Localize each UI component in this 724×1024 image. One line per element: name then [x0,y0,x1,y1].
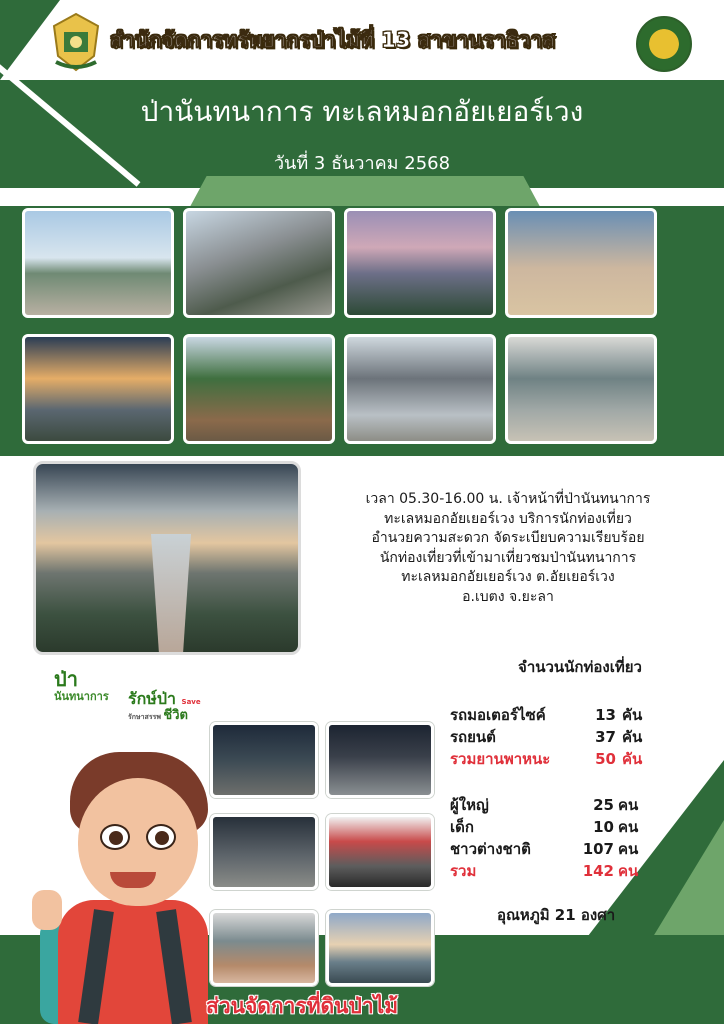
stat-unit: คน [618,862,639,880]
stat-row-visitor-total [450,860,700,882]
description-line: อำนวยความสะดวก จัดระเบียบความเรียบร้อย [371,530,645,546]
stat-value: 50 [595,750,616,768]
date-line: วันที่ 3 ธันวาคม 2568 [273,153,451,174]
photo-sea-of-mist [344,208,496,318]
stat-value: 37 [595,728,616,746]
mascot-pupil [109,831,123,845]
stat-value: 107 [582,840,614,858]
logo-save: Save [181,698,201,706]
photo-grid [0,206,724,456]
stat-unit: คน [618,818,639,836]
stat-value: 13 [595,706,616,724]
logo-life-word: ชีวิต [163,708,188,723]
photo-night-staff [210,722,318,798]
logo-word: ป่า [54,667,78,691]
activity-description [318,490,698,620]
forest-recreation-logo [54,668,122,718]
photo-turnstile-entrance [505,334,657,444]
stat-row-car [450,726,700,748]
mascot-eye [100,824,130,850]
photo-night-vehicle [326,722,434,798]
photo-skywalk-tower [22,208,174,318]
photo-staff-gate [344,334,496,444]
photo-skywalk-aerial [33,461,301,655]
description-line: อ.เบตง จ.ยะลา [462,588,554,605]
stat-label: รถยนต์ [450,728,496,746]
rak-pa-logo [128,690,220,724]
photo-skywalk-cables [505,208,657,318]
page-title: ป่านันทนาการ ทะเลหมอกอัยเยอร์เวง [140,95,584,128]
stat-value: 142 [582,862,614,880]
stat-row-vehicle-total [450,748,700,770]
stat-label: รวม [450,862,477,880]
stat-label: รวมยานพาหนะ [450,750,551,768]
description-line: ทะเลหมอกอัยเยอร์เวง ต.อัยเยอร์เวง [401,569,615,585]
description-line: นักท่องเที่ยวที่เข้ามาเที่ยวชมป่านันทนาการ [379,549,637,566]
stat-unit: คัน [622,706,643,724]
visitor-stats-title: จำนวนนักท่องเที่ยว [518,658,642,676]
agency-title: สำนักจัดการทรัพยากรป่าไม้ที่ 13 สาขานราธิวาส [110,28,556,52]
photo-stairs-forest [183,334,335,444]
photo-skywalk-morning [326,910,434,986]
photo-night-group [210,814,318,890]
footer-agency-name: ส่วนจัดการที่ดินป่าไม้ [206,994,399,1018]
stat-label: เด็ก [450,818,474,836]
photo-visitors-bridge [22,334,174,444]
logo-subword: นันทนาการ [54,690,109,703]
stat-row-child [450,816,700,838]
mascot-pupil [155,831,169,845]
stat-label: ชาวต่างชาติ [450,840,531,858]
stat-label: ผู้ใหญ่ [450,796,489,814]
stat-unit: คัน [622,750,643,768]
photo-ticket-booth [326,814,434,890]
stat-value: 25 [593,796,614,814]
skywalk-walkway [151,534,191,654]
stat-label: รถมอเตอร์ไซค์ [450,706,546,724]
stat-row-adult [450,794,700,816]
stat-row-foreigner [450,838,700,860]
logo-word: รักษ์ป่า [128,689,176,708]
royal-forest-department-logo [636,16,692,72]
agency-emblem-logo [48,12,104,74]
logo-tagline: รักษาสรรพ [128,713,161,721]
stat-unit: คน [618,796,639,814]
temperature-readout: อุณหภูมิ 21 องศา [497,906,616,924]
stat-row-motorcycle [450,704,700,726]
mascot-eye [146,824,176,850]
stat-value: 10 [593,818,614,836]
description-line: เวลา 05.30-16.00 น. เจ้าหน้าที่ป่านันทนาการ [365,491,651,507]
description-line: ทะเลหมอกอัยเยอร์เวง บริการนักท่องเที่ยว [384,510,632,527]
photo-building-parking [183,208,335,318]
mascot-waving-hand [32,890,62,930]
stat-unit: คัน [622,728,643,746]
stat-unit: คน [618,840,639,858]
logo-small-text [128,708,220,723]
photo-entrance-door [210,910,318,986]
